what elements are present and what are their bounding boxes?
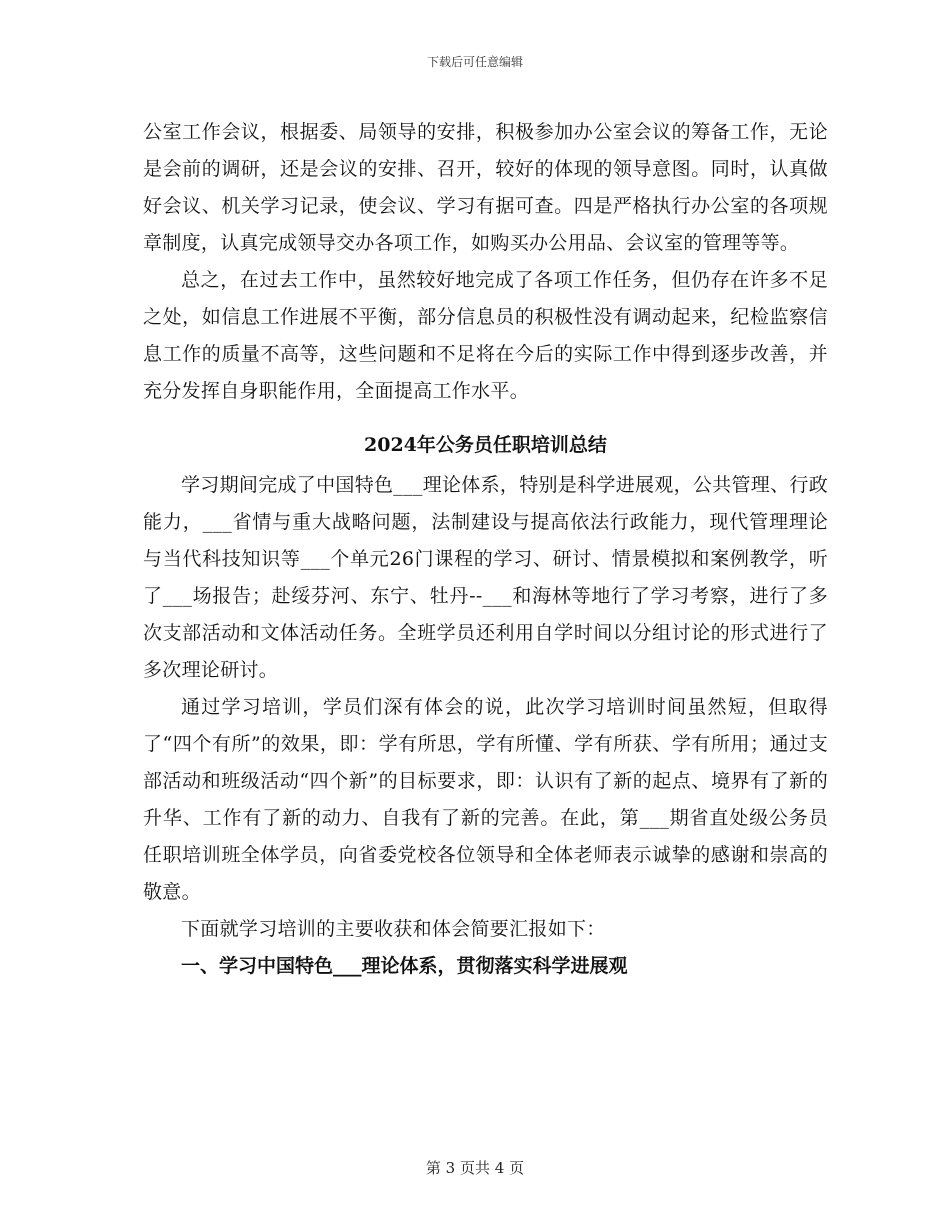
paragraph-summary: 总之，在过去工作中，虽然较好地完成了各项工作任务，但仍存在许多不足之处，如信息工作进展不平衡，部分信息员的积极性没有调动起来，纪检监察信息工作的质量不高等，这些问题和不足将在今后的实际工作中得到逐步改善，并充分发挥自身职能作用，全面提高工作水平。 [143,269,828,402]
heading-level-1: 一、学习中国特色___理论体系，贯彻落实科学进展观 [181,955,628,977]
paragraph-continuation: 公室工作会议，根据委、局领导的安排，积极参加办公室会议的筹备工作，无论是会前的调研，还是会议的安排、召开，较好的体现的领导意图。同时，认真做好会议、机关学习记录，使会议、学习有据可查。四是严格执行办公室的各项规章制度，认真完成领导交办各项工作，如购买办公用品、会议室的管理等等。 [143,121,828,254]
page-header: 下载后可任意编辑 [426,55,523,69]
document-body [143,114,828,985]
paragraph-study-content: 学习期间完成了中国特色___理论体系，特别是科学进展观，公共管理、行政能力，___省情与重大战略问题，法制建设与提高依法行政能力，现代管理理论与当代科技知识等___个单元26门课程的学习、研讨、情景模拟和案例教学，听了___场报告；赴绥芬河、东宁、牡丹--___和海林等地行了学习考察，进行了多次支部活动和文体活动任务。全班学员还利用自学时间以分组讨论的形式进行了多次理论研讨。 [143,474,829,681]
section-title: 2024年公务员任职培训总结 [364,434,607,456]
paragraph-experience: 通过学习培训，学员们深有体会的说，此次学习培训时间虽然短，但取得了“四个有所”的效果，即：学有所思，学有所懂、学有所获、学有所用；通过支部活动和班级活动“四个新”的目标要求，即：认识有了新的起点、境界有了新的升华、工作有了新的动力、自我有了新的完善。在此，第___期省直处级公务员任职培训班全体学员，向省委党校各位领导和全体老师表示诚挚的感谢和崇高的敬意。 [143,696,828,903]
page-footer: 第 3 页共 4 页 [425,1159,525,1177]
paragraph-intro-report: 下面就学习培训的主要收获和体会简要汇报如下： [181,918,606,940]
